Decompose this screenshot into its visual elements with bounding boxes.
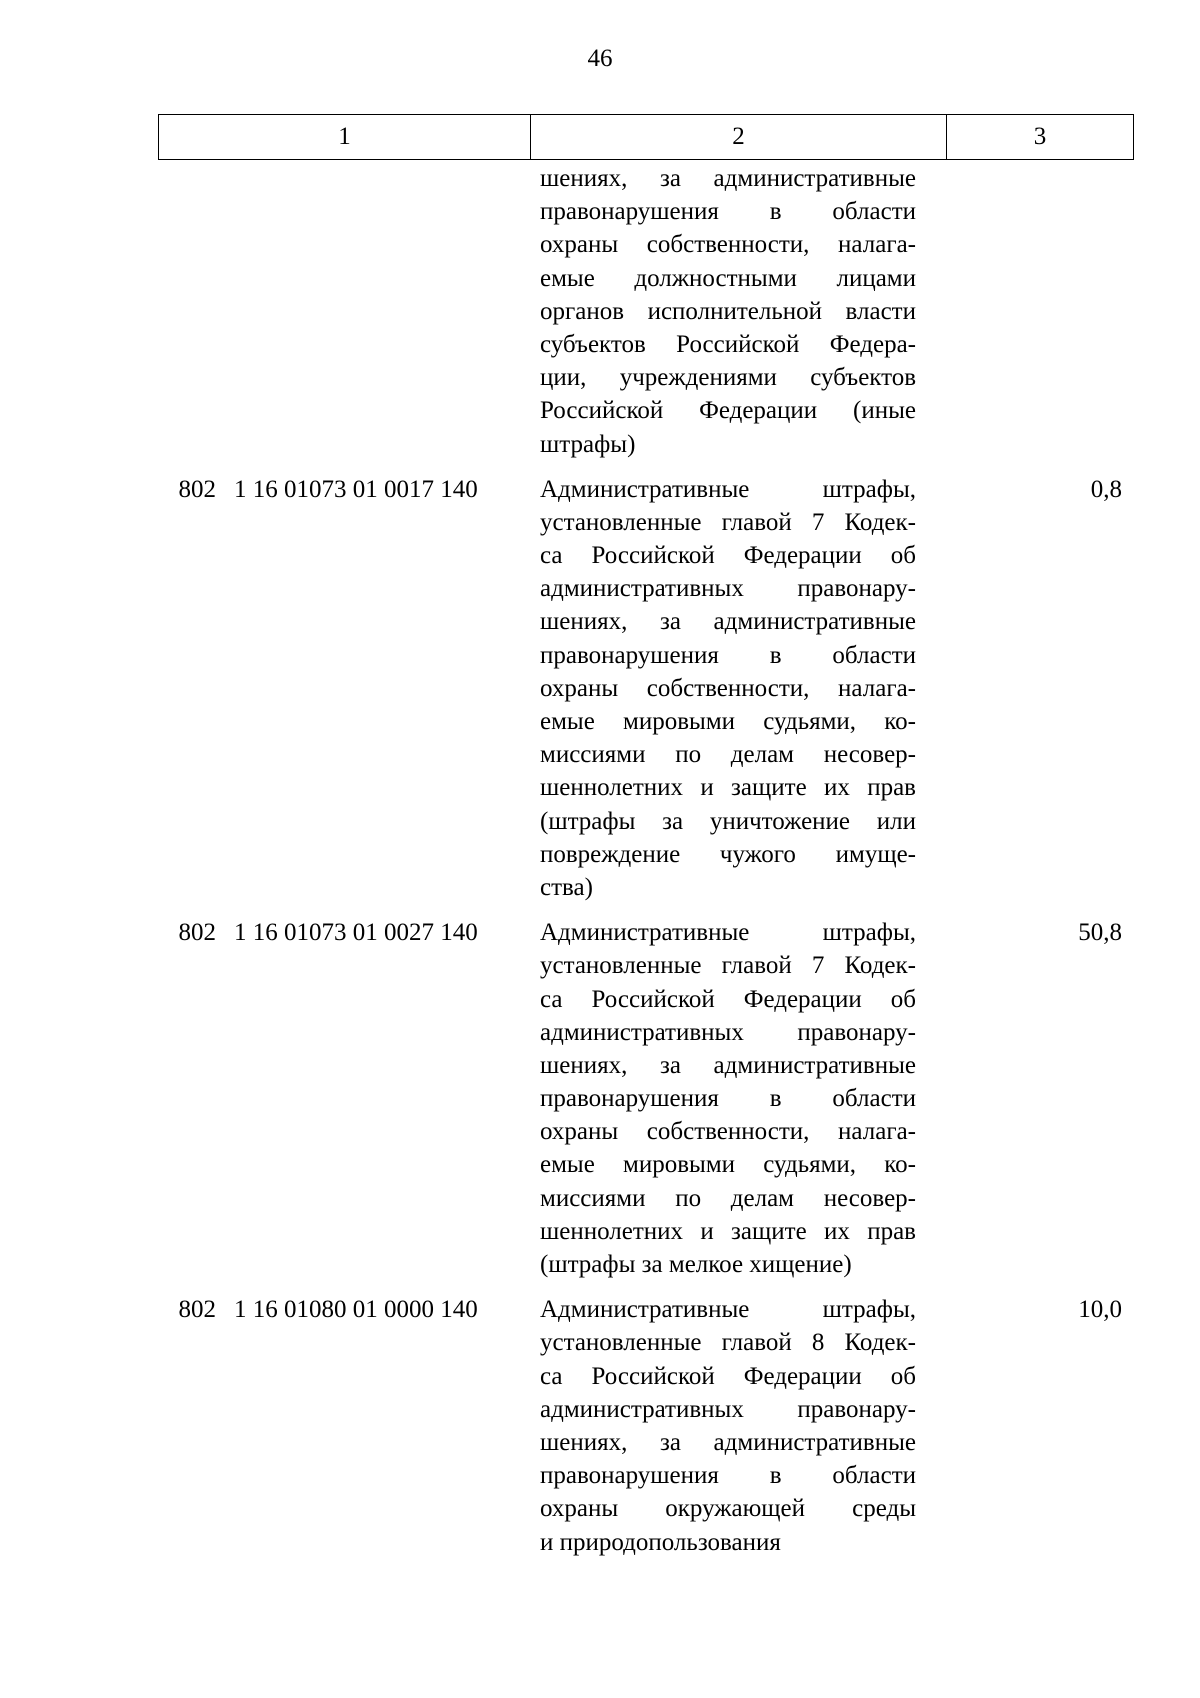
description-cell [530, 1293, 946, 1559]
admin-code-cell [158, 162, 226, 461]
description-line: миссиями по делам несовер- [540, 1184, 916, 1212]
description-line: са Российской Федерации об [540, 985, 916, 1013]
amount-cell [946, 162, 1134, 461]
description-line: установленные главой 7 Кодек- [540, 952, 916, 980]
description-line: охраны собственности, налага- [540, 1118, 916, 1146]
description-line: штрафы) [540, 430, 636, 458]
description-line: шениях, за административные [540, 1428, 916, 1456]
admin-code-cell: 802 [178, 1296, 216, 1324]
description-cell [530, 162, 946, 461]
kbk-code-cell: 1 16 01073 01 0027 140 [234, 919, 478, 947]
header-col-2: 2 [531, 115, 947, 159]
description-line: емые мировыми судьями, ко- [540, 1151, 916, 1179]
description-line: емые мировыми судьями, ко- [540, 708, 916, 735]
table-row [158, 473, 1134, 904]
description-line: повреждение чужого имуще- [540, 840, 916, 868]
description-line: Административные штрафы, [540, 1296, 916, 1324]
header-col-3: 3 [1033, 123, 1047, 150]
description-line: административных правонару- [540, 1395, 916, 1423]
kbk-code-cell: 1 16 01073 01 0017 140 [234, 475, 478, 503]
table-header [158, 114, 1134, 160]
description-line: охраны собственности, налага- [540, 674, 916, 702]
description-line: миссиями по делам несовер- [540, 741, 916, 769]
description-line: емые должностными лицами [540, 264, 916, 292]
amount-cell: 10,0 [1078, 1296, 1122, 1324]
admin-code-cell: 802 [178, 475, 216, 503]
description-line: (штрафы за уничтожение или [540, 807, 916, 835]
description-line: шениях, за административные [540, 608, 916, 636]
description-line: Административные штрафы, [540, 475, 916, 503]
description-line: са Российской Федерации об [540, 1362, 916, 1390]
description-line: ции, учреждениями субъектов [540, 364, 916, 392]
description-line: административных правонару- [540, 1018, 916, 1046]
description-line: ства) [540, 873, 593, 901]
description-line: правонарушения в области [540, 198, 916, 226]
amount-cell: 0,8 [1090, 475, 1122, 503]
description-cell [530, 473, 946, 904]
admin-code-cell: 802 [178, 919, 216, 947]
description-line: и природопользования [540, 1528, 781, 1556]
table-body [158, 162, 1134, 1571]
description-line: административных правонару- [540, 575, 916, 603]
description-line: шениях, за административные [540, 165, 916, 192]
description-line: правонарушения в области [540, 1085, 916, 1113]
amount-cell: 50,8 [1078, 919, 1122, 947]
kbk-code-cell: 1 16 01080 01 0000 140 [234, 1296, 478, 1324]
description-line: шениях, за административные [540, 1051, 916, 1079]
description-line: органов исполнительной власти [540, 297, 916, 325]
description-cell [530, 916, 946, 1281]
table-row [158, 916, 1134, 1281]
description-line: правонарушения в области [540, 641, 916, 669]
description-line: Административные штрафы, [540, 919, 916, 947]
description-line: са Российской Федерации об [540, 542, 916, 570]
description-line: охраны собственности, налага- [540, 231, 916, 259]
description-line: установленные главой 7 Кодек- [540, 508, 916, 536]
table-row [158, 1293, 1134, 1559]
kbk-code-cell [226, 162, 530, 461]
description-line: охраны окружающей среды [540, 1495, 916, 1523]
description-line: правонарушения в области [540, 1462, 916, 1490]
header-col-1: 1 [159, 115, 531, 159]
description-line: шеннолетних и защите их прав [540, 1217, 916, 1245]
description-line: (штрафы за мелкое хищение) [540, 1251, 852, 1278]
page-number: 46 [587, 45, 613, 72]
description-line: Российской Федерации (иные [540, 397, 916, 425]
description-line: установленные главой 8 Кодек- [540, 1329, 916, 1357]
description-line: субъектов Российской Федера- [540, 330, 916, 358]
description-line: шеннолетних и защите их прав [540, 774, 916, 802]
table-row [158, 162, 1134, 461]
